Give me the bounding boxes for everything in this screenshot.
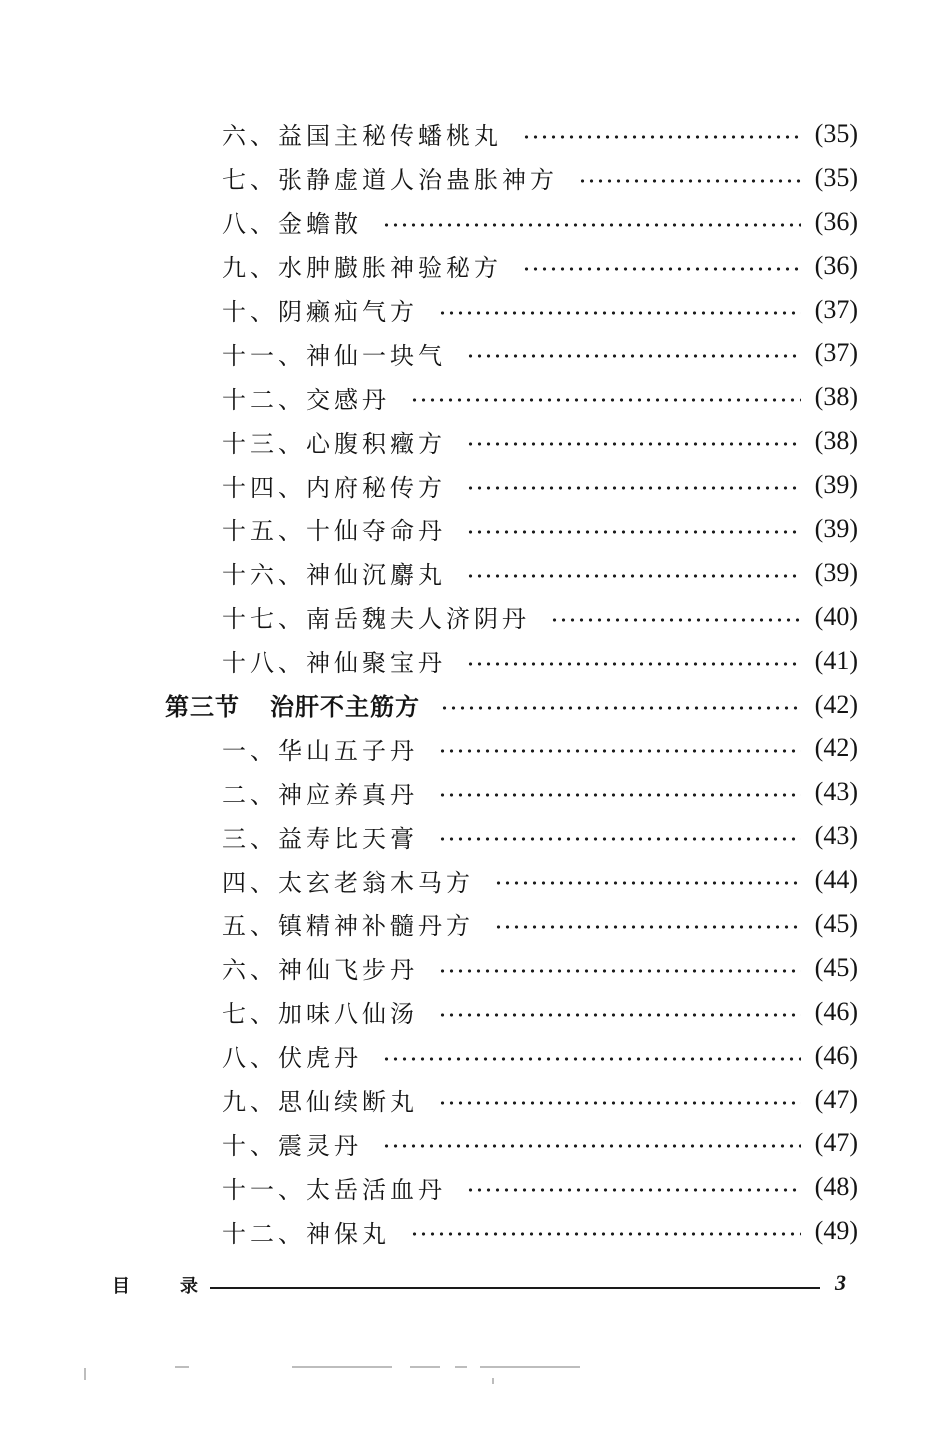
- toc-entry-row: [0, 595, 946, 639]
- toc-entry-row: [0, 551, 946, 595]
- dot-leader: [522, 266, 801, 272]
- toc-entry-row: [0, 288, 946, 332]
- entry-page-number: (48): [814, 1172, 858, 1202]
- toc-entry-row: [0, 1165, 946, 1209]
- toc-entry-row: [0, 244, 946, 288]
- entry-page-number: (43): [814, 777, 858, 807]
- toc-entry-row: [0, 1078, 946, 1122]
- dot-leader: [466, 661, 801, 667]
- entry-page-number: (45): [814, 908, 858, 938]
- entry-title: 九、思仙续断丸: [222, 1088, 418, 1117]
- entry-page-number: (44): [814, 865, 858, 895]
- entry-page-number: (40): [814, 601, 858, 631]
- entry-title: 六、神仙飞步丹: [222, 956, 418, 985]
- entry-page-number: (35): [814, 162, 858, 192]
- entry-title: 一、华山五子丹: [222, 736, 418, 765]
- toc-entry-row: [0, 902, 946, 946]
- dot-leader: [410, 397, 801, 403]
- entry-page-number: (39): [814, 557, 858, 587]
- entry-title: 九、水肿臌胀神验秘方: [222, 254, 502, 283]
- entry-page-number: (47): [814, 1128, 858, 1158]
- entry-title: 八、伏虎丹: [222, 1044, 362, 1073]
- entry-title: 十六、神仙沉麝丸: [222, 561, 446, 590]
- entry-title: 十八、神仙聚宝丹: [222, 649, 446, 678]
- entry-page-number: (38): [814, 426, 858, 456]
- dot-leader: [382, 1143, 801, 1149]
- toc-entry-row: [0, 1034, 946, 1078]
- toc-entry-row: [0, 331, 946, 375]
- dot-leader: [382, 1056, 801, 1062]
- footer-page-number: 3: [835, 1270, 846, 1295]
- entry-title: 五、镇精神补髓丹方: [222, 912, 474, 941]
- dot-leader: [438, 748, 801, 754]
- entry-page-number: (46): [814, 1040, 858, 1070]
- entry-title: 十一、神仙一块气: [222, 341, 446, 370]
- toc-entry-row: [0, 419, 946, 463]
- entry-page-number: (43): [814, 821, 858, 851]
- dot-leader: [382, 222, 801, 228]
- entry-title: 十七、南岳魏夫人济阴丹: [222, 605, 530, 634]
- entry-title: 三、益寿比天膏: [222, 824, 418, 853]
- toc-entry-row: [0, 507, 946, 551]
- entry-title: 十二、神保丸: [222, 1219, 390, 1248]
- toc-entry-row: [0, 770, 946, 814]
- dot-leader: [438, 310, 801, 316]
- toc-entry-row: [0, 858, 946, 902]
- entry-page-number: (36): [814, 250, 858, 280]
- toc-entry-row: [0, 639, 946, 683]
- entry-title: 十一、太岳活血丹: [222, 1175, 446, 1204]
- page-footer: [0, 1270, 946, 1306]
- toc-entry-row: [0, 946, 946, 990]
- entry-title: 十二、交感丹: [222, 385, 390, 414]
- entry-page-number: (36): [814, 206, 858, 236]
- entry-page-number: (45): [814, 952, 858, 982]
- dot-leader: [410, 1231, 801, 1237]
- entry-page-number: (39): [814, 513, 858, 543]
- dot-leader: [438, 792, 801, 798]
- entry-page-number: (41): [814, 645, 858, 675]
- dot-leader: [438, 1012, 801, 1018]
- section-number: 第三节: [165, 692, 240, 722]
- toc-entry-row: [0, 990, 946, 1034]
- entry-page-number: (46): [814, 996, 858, 1026]
- footer-rule: [210, 1287, 820, 1289]
- toc-entry-row: [0, 375, 946, 419]
- dot-leader: [494, 880, 801, 886]
- dot-leader: [466, 1187, 801, 1193]
- dot-leader: [466, 573, 801, 579]
- dot-leader: [438, 836, 801, 842]
- entry-title: 七、加味八仙汤: [222, 1000, 418, 1029]
- dot-leader: [466, 529, 801, 535]
- dot-leader: [522, 134, 801, 140]
- entry-title: 六、益国主秘传蟠桃丸: [222, 122, 502, 151]
- footer-label-mu: 目: [112, 1276, 130, 1297]
- entry-title: 十、阴癞疝气方: [222, 298, 418, 326]
- toc-entry-row: [0, 200, 946, 244]
- dot-leader: [438, 968, 801, 974]
- entry-page-number: (38): [814, 382, 858, 412]
- toc-entry-row: [0, 112, 946, 156]
- toc-entry-row: [0, 1121, 946, 1165]
- entry-page-number: (47): [814, 1084, 858, 1114]
- dot-leader: [466, 441, 801, 447]
- entry-title: 二、神应养真丹: [222, 780, 418, 809]
- dot-leader: [494, 924, 801, 930]
- entry-page-number: (49): [814, 1216, 858, 1246]
- entry-title: 十五、十仙夺命丹: [222, 517, 446, 546]
- entry-page-number: (37): [814, 294, 858, 324]
- dot-leader: [578, 178, 801, 184]
- entry-page-number: (42): [814, 733, 858, 763]
- toc-entry-row: [0, 156, 946, 200]
- table-of-contents: [0, 112, 946, 1253]
- toc-entry-row: [0, 463, 946, 507]
- entry-title: 十、震灵丹: [222, 1131, 362, 1160]
- entry-page-number: (39): [814, 470, 858, 500]
- entry-title: 十三、心腹积癥方: [222, 429, 446, 458]
- dot-leader: [550, 617, 801, 623]
- footer-label-lu: 录: [180, 1276, 198, 1297]
- scan-artifacts: [0, 1358, 946, 1388]
- section-title: 治肝不主筋方: [270, 692, 420, 722]
- entry-title: 十四、内府秘传方: [222, 473, 446, 502]
- dot-leader: [466, 485, 801, 491]
- toc-section-row: [0, 683, 946, 727]
- entry-title: 七、张静虚道人治蛊胀神方: [222, 166, 558, 195]
- entry-page-number: (42): [814, 689, 858, 719]
- toc-entry-row: [0, 1209, 946, 1253]
- entry-page-number: (35): [814, 118, 858, 148]
- dot-leader: [440, 705, 801, 711]
- dot-leader: [438, 1100, 801, 1106]
- dot-leader: [466, 353, 801, 359]
- toc-entry-row: [0, 814, 946, 858]
- entry-title: 八、金蟾散: [222, 210, 362, 239]
- toc-entry-row: [0, 726, 946, 770]
- section-heading: [165, 687, 420, 722]
- entry-page-number: (37): [814, 338, 858, 368]
- entry-title: 四、太玄老翁木马方: [222, 868, 474, 897]
